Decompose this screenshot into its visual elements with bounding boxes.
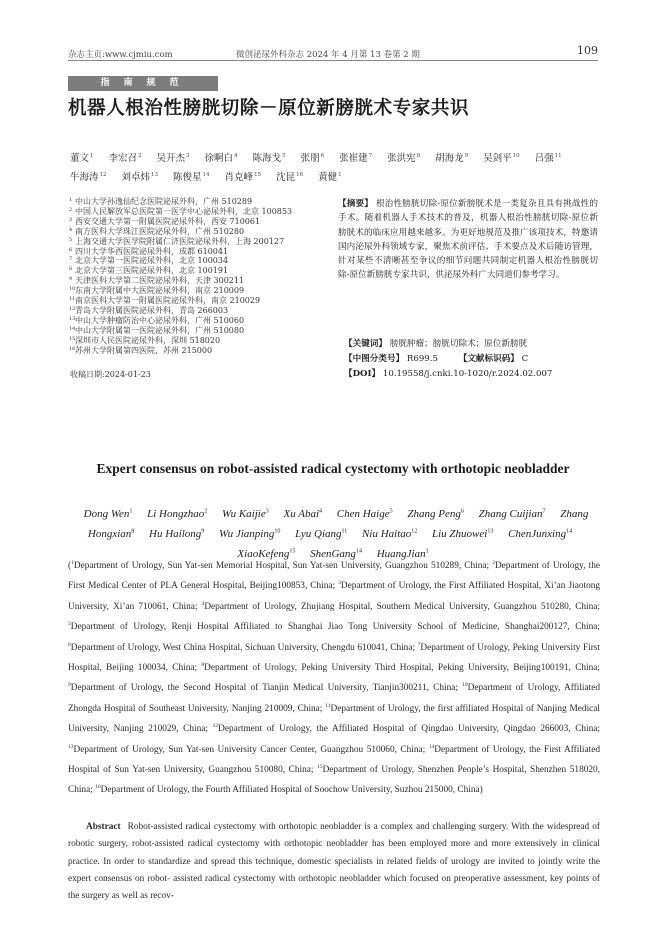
affiliation-en-sup: 4 (201, 600, 205, 607)
affiliation-cn-text: 北京大学第一医院泌尿外科，北京 100034 (75, 256, 229, 266)
affiliation-en-text: Department of Urology, Peking University Third Hospital, Peking University, Beijing100191, China; (204, 663, 600, 674)
affiliation-cn-sup: 1 (69, 197, 73, 203)
affiliation-cn (70, 256, 302, 266)
affiliation-cn-sup: 16 (69, 345, 76, 352)
affiliation-cn-text: 南京医科大学第一附属医院泌尿外科，南京 210029 (75, 296, 261, 306)
affiliation-cn-text: 中山大学附属第一医院泌尿外科，广州 510080 (75, 325, 245, 335)
author-en-sup: 12 (411, 528, 418, 535)
author-en-name: Chen Haige (336, 507, 390, 520)
page-number: 109 (577, 44, 598, 57)
author-cn-sup: 1 (338, 172, 342, 179)
affiliation-cn (70, 296, 302, 306)
author-cn-name: 吕强 (534, 153, 554, 165)
author-cn (318, 167, 342, 186)
author-cn-sup: 4 (234, 153, 238, 159)
author-en (283, 508, 322, 520)
author-en-sup: 6 (460, 508, 464, 514)
affiliation-en-sup: 11 (325, 702, 331, 709)
author-en (407, 508, 463, 520)
author-cn-sup: 1 (90, 153, 94, 159)
affiliation-cn-sup: 9 (69, 276, 73, 283)
doi-value[interactable]: 10.19558/j.cnki.10-1020/r.2024.02.007 (382, 369, 553, 379)
author-cn (253, 148, 286, 167)
author-list-cn (70, 148, 602, 186)
abstract-cn-text: 根治性膀胱切除-原位新膀胱术是一类复杂且具有挑战性的手术。随着机器人手术技术的普及，机器人根治性膀胱切除-原位新膀胱术的临床应用越来越多。为更好地规范及推广该项技术，特邀请国内泌尿外科领域专家，聚焦术前评估、手术要点及术后随访管理，针对某些不清晰甚至争议的细节问题共同制定机器人根治性膀胱切除-原位新膀胱专家共识，供泌尿外科广大同道们参考学习。 (338, 199, 598, 281)
author-cn-name: 陈海戈 (252, 153, 282, 165)
journal-issue: 微创泌尿外科杂志 2024 年 4 月第 13 卷第 2 期 (236, 50, 420, 60)
author-cn-sup: 2 (138, 153, 142, 159)
affiliation-cn-text: 青岛大学附属医院泌尿外科，青岛 266003 (75, 305, 229, 315)
author-cn-name: 吴开杰 (156, 153, 186, 165)
author-cn-sup: 15 (254, 172, 262, 179)
affiliation-cn-text: 上海交通大学医学院附属仁济医院泌尿外科，上海 200127 (75, 236, 285, 246)
author-cn (276, 167, 303, 186)
affiliation-list-en: ($^1$Department of Urology, Sun Yat-sen Memorial Hospital, Sun Yat-sen University, Guangzhou 510289, China; $^2$Department of Urology, the First Medical Center of PLA General Hospital, Beijing100853, China; $^3$Department of Urology, the First Affiliated Hospital, Xi’an Jiaotong University, Xi’an 710061, China; $^4$Department of Urology, Zhujiang Hospital, Southern Medical University, Guangzhou 510280, China; $^5$Department of Urology, Renji Hospital Affiliated to Shanghai Jiao Tong University School of Medicine, Shanghai200127, China; $^6$Department of Urology, West China Hospital, Sichuan University, Chengdu 610041, China; $^7$Department of Urology, Peking University First Hospital, Beijing 100034, China; $^8$Department of Urology, Peking University Third Hospital, Peking University, Beijing100191, China; $^9$Department of Urology, the Second Hospital of Tianjin Medical University, Tianjin300211, China; $^{10}$Department of Urology, Affiliated Zhongda Hospital of Southeast University, Nanjing 210009, China; $^{11}$Department of Urology, the first affiliated Hospital of Nanjing Medical University, Nanjing 210029, China; $^{12}$Department of Urology, the Affiliated Hospital of Qingdao University, Qingdao 266003, China; $^{13}$Department of Urology, Sun Yat-sen University Cancer Center, Guangzhou 510060, China; $^{14}$Department of Urology, the First Affiliated Hospital of Sun Yat-sen University, Guangzhou 510080, China; $^{15}$Department of Urology, Shenzhen People’s Hospital, Shenzhen 518020, China; $^{16}$Department of Urology, the Fourth Affiliated Hospital of Soochow University, Suzhou 215000, China) (68, 560, 601, 796)
affiliation-cn-text: 中山大学肿瘤防治中心泌尿外科，广州 510060 (75, 315, 245, 325)
author-cn-sup: 14 (202, 172, 210, 179)
affiliation-en (68, 683, 458, 693)
affiliation-cn (70, 247, 302, 257)
affiliation-cn-sup: 7 (69, 256, 73, 263)
author-cn-name: 吴剑平 (483, 153, 512, 165)
author-en (222, 508, 269, 520)
author-cn-sup: 7 (368, 153, 373, 159)
affiliation-cn (70, 197, 302, 207)
abstract-cn-label: 【摘要】 (338, 199, 374, 209)
affiliation-list-cn (70, 197, 302, 356)
author-cn (173, 167, 210, 186)
affiliation-en-sup: 3 (338, 580, 341, 587)
author-en (508, 528, 572, 540)
affiliation-en (68, 745, 425, 755)
author-cn-name: 胡海龙 (435, 153, 464, 165)
author-cn-sup: 9 (464, 153, 469, 159)
author-en (84, 508, 133, 520)
author-cn-sup: 3 (186, 153, 190, 159)
doi-label: 【DOI】 (344, 369, 381, 379)
author-cn-sup: 12 (99, 172, 107, 179)
author-en-name: Liu Zhuowei (432, 527, 488, 540)
affiliation-cn-sup: 4 (69, 226, 73, 233)
affiliation-en (68, 622, 600, 632)
author-en-sup: 1 (425, 548, 429, 555)
affiliation-en-text: Department of Urology, the First Affiliated Hospital, Xi’an Jiaotong University, Xi’an 710061, China; (68, 581, 601, 612)
classification-line (344, 352, 528, 364)
author-en-name: ShenGang (310, 548, 356, 561)
author-en (432, 528, 493, 540)
author-en-name: ChenJunxing (508, 527, 567, 540)
affiliation-en-sup: 10 (462, 682, 468, 689)
author-en (295, 528, 347, 540)
author-cn-name: 刘卓炜 (121, 172, 151, 184)
author-cn-sup: 8 (416, 153, 421, 159)
affiliation-cn-sup: 3 (69, 216, 73, 223)
author-cn (122, 167, 159, 186)
author-cn (483, 148, 520, 167)
affiliation-cn-text: 深圳市人民医院泌尿外科，深圳 518020 (75, 335, 221, 345)
author-cn-name: 肖克峰 (224, 172, 254, 184)
author-cn-name: 张洪宪 (387, 153, 416, 165)
keywords-line (344, 337, 527, 349)
abstract-en-label: Abstract (86, 822, 121, 832)
affiliation-en (68, 643, 415, 653)
affiliation-cn-sup: 8 (69, 266, 73, 273)
author-en-name: XiaoKefeng (237, 548, 290, 561)
affiliation-en-text: Department of Urology, Shenzhen People’s Hospital, Shenzhen 518020, China; (68, 765, 600, 796)
affiliation-cn-text: 天津医科大学第二医院泌尿外科，天津 300211 (75, 276, 245, 286)
author-en-sup: 9 (201, 528, 205, 535)
author-en (149, 528, 204, 540)
affiliation-en (95, 785, 483, 795)
author-cn-name: 李宏召 (108, 153, 138, 165)
author-cn-name: 徐啊白 (204, 153, 234, 165)
author-cn (70, 167, 107, 186)
affiliation-cn-text: 西安交通大学第一附属医院泌尿外科，西安 710061 (75, 216, 261, 226)
header-rule (68, 60, 598, 61)
author-en-name: Dong Wen (83, 507, 130, 520)
affiliation-cn (70, 326, 302, 336)
author-en-sup: 7 (542, 508, 546, 514)
affiliation-cn-sup: 5 (69, 236, 73, 243)
author-en-sup: 14 (355, 548, 362, 555)
article-title-en: Expert consensus on robot-assisted radical cystectomy with orthotopic neobladder (96, 461, 570, 476)
author-en (147, 508, 207, 520)
affiliation-en-sup: 14 (428, 743, 435, 750)
affiliation-cn-sup: 12 (69, 305, 76, 312)
affiliation-en (213, 724, 600, 734)
affiliation-en-text: Department of Urology, the Affiliated Hospital of Qingdao University, Qingdao 266003, China; (218, 724, 601, 735)
affiliation-en-text: Department of Urology, the First Medical Center of PLA General Hospital, Beijing100853, China; (68, 561, 601, 592)
affiliation-en-text: Department of Urology, Sun Yat-sen Memorial Hospital, Sun Yat-sen University, Guangzhou 510289, China; (73, 561, 490, 572)
author-cn-sup: 6 (320, 153, 325, 159)
author-cn-name: 陈俊星 (173, 172, 202, 184)
affiliation-cn (70, 266, 302, 276)
affiliation-cn-text: 东南大学附属中大医院泌尿外科，南京 210009 (75, 286, 245, 296)
affiliation-en-text: Department of Urology, West China Hospital, Sichuan University, Chengdu 610041, China; (70, 642, 416, 653)
affiliation-en (202, 602, 600, 612)
author-en-sup: 8 (131, 528, 135, 535)
affiliation-cn-sup: 13 (69, 315, 76, 322)
keywords-text: 膀胱肿瘤；膀胱切除术；原位新膀胱 (389, 339, 528, 349)
author-en (219, 528, 280, 540)
affiliation-cn-text: 中山大学孙逸仙纪念医院泌尿外科，广州 510289 (75, 197, 253, 206)
affiliation-cn (70, 276, 302, 286)
affiliation-en-sup: 6 (68, 641, 71, 648)
author-en-sup: 3 (265, 508, 269, 514)
author-cn (225, 167, 262, 186)
author-en-sup: 4 (319, 508, 323, 514)
doc-code-value: C (521, 354, 529, 364)
affiliation-en-sup: 5 (68, 621, 71, 628)
author-cn (157, 148, 190, 167)
affiliation-en-text: Department of Urology, Peking University First Hospital, Beijing 100034, China; (68, 642, 600, 674)
affiliation-en-text: Department of Urology, Affiliated Zhongda Hospital of Southeast University, Nanjing 210009, China; (68, 683, 600, 714)
affiliation-en (201, 663, 600, 673)
journal-website[interactable]: 杂志主页:www.cjmiu.com (68, 50, 173, 60)
section-badge: 指南规范 (68, 76, 218, 91)
author-cn-name: 黄健 (318, 172, 338, 184)
author-cn-sup: 5 (282, 153, 286, 159)
author-en-sup: 11 (341, 528, 348, 535)
author-cn-sup: 16 (296, 172, 304, 179)
author-en (479, 508, 546, 520)
doi-line (344, 367, 552, 379)
affiliation-cn-sup: 15 (69, 335, 76, 342)
author-en-name: Hu Hailong (149, 527, 202, 540)
affiliation-cn (70, 286, 302, 296)
author-en-name: Wu Kaijie (222, 507, 266, 520)
author-en-sup: 15 (289, 548, 296, 555)
received-date: 收稿日期:2024-01-23 (70, 369, 151, 379)
author-cn-name: 牛海涛 (70, 172, 99, 184)
author-en-name: Lyu Qiang (295, 527, 342, 540)
affiliation-en-text: Department of Urology, the first affiliated Hospital of Nanjing Medical University, Nanjing 210029, China; (68, 703, 600, 735)
affiliation-en-text: Department of Urology, Zhujiang Hospital, Southern Medical University, Guangzhou 510280, China; (204, 601, 600, 612)
author-en-sup: 2 (204, 508, 208, 514)
author-cn (535, 148, 562, 167)
author-cn-name: 沈昆 (276, 172, 296, 184)
affiliation-en-sup: 16 (95, 784, 101, 791)
author-en-name: Zhang Hongxian (87, 507, 589, 540)
affiliation-en (71, 561, 489, 571)
affiliation-cn-text: 北京大学第三医院泌尿外科，北京 100191 (75, 266, 229, 276)
affiliation-cn-sup: 11 (69, 296, 76, 303)
author-en (362, 528, 417, 540)
affiliation-cn (70, 336, 302, 346)
doc-code-label: 【文献标识码】 (458, 354, 519, 364)
author-cn (387, 148, 420, 167)
affiliation-cn-text: 南方医科大学珠江医院泌尿外科，广州 510280 (75, 226, 245, 236)
affiliation-column-cn (70, 197, 302, 379)
affiliation-en-text: Department of Urology, Renji Hospital Affiliated to Shanghai Jiao Tong University School of Medicine, Shanghai200127, China; (70, 622, 600, 633)
abstract-en (68, 819, 600, 905)
author-en-sup: 14 (566, 528, 573, 535)
affiliation-cn (70, 346, 302, 356)
author-en-name: HuangJian (376, 548, 426, 561)
abstract-en-text: Robot-assisted radical cystectomy with orthotopic neobladder is a complex and challenging surgery. With the widespread of robotic surgery, robot-assisted radical cystectomy with orthotopic neobladder has been employed more and more extensively in clinical practice. In order to standardize and spread this technique, domestic specialists in related fields of urology are invited to jointly write the expert consensus on robot- assisted radical cystectomy with orthotopic neobladder which focused on preoperative assessment, key points of the surgery as well as recov- (68, 822, 600, 902)
affiliation-en-text: Department of Urology, Sun Yat-sen University Cancer Center, Guangzhou 510060, China; (73, 744, 426, 755)
affiliation-en-sup: 2 (492, 560, 495, 566)
author-en-name: Wu Jianping (219, 527, 275, 540)
affiliation-en-sup: 13 (68, 743, 74, 750)
affiliation-cn (70, 207, 302, 217)
author-cn-sup: 10 (512, 153, 520, 159)
clc-value: R699.5 (406, 354, 438, 364)
affiliation-cn-text: 苏州大学附属第四医院，苏州 215000 (75, 345, 213, 355)
author-en-name: Zhang Cuijian (478, 507, 543, 520)
affiliation-en-sup: 15 (317, 763, 323, 770)
author-cn (339, 148, 372, 167)
affiliation-en-sup: 9 (68, 682, 71, 689)
affiliation-cn (70, 306, 302, 316)
author-en-sup: 10 (274, 528, 281, 535)
affiliation-cn-text: 中国人民解放军总医院第一医学中心泌尿外科，北京 100853 (75, 206, 293, 216)
author-cn (205, 148, 238, 167)
affiliation-en-sup: 12 (212, 723, 219, 730)
affiliation-cn (70, 227, 302, 237)
author-cn-sup: 11 (554, 153, 562, 159)
affiliation-en-text: Department of Urology, the Second Hospital of Tianjin Medical University, Tianjin300211, China; (70, 683, 458, 694)
keywords-label: 【关键词】 (344, 339, 387, 349)
author-cn-name: 董文 (70, 153, 90, 165)
author-en-sup: 5 (389, 508, 393, 514)
author-cn (301, 148, 325, 167)
author-cn (435, 148, 468, 167)
abstract-cn (338, 197, 598, 283)
affiliation-en-sup: 7 (417, 641, 421, 648)
affiliation-en-sup: 1 (71, 560, 74, 566)
affiliation-en-sup: 8 (201, 661, 205, 668)
affiliation-cn-text: 四川大学华西医院泌尿外科，成都 610041 (75, 246, 229, 256)
article-title: 机器人根治性膀胱切除－原位新膀胱术专家共识 (68, 98, 470, 119)
author-en-sup: 13 (487, 528, 494, 535)
author-cn (70, 148, 94, 167)
affiliation-cn (70, 316, 302, 326)
author-cn (109, 148, 142, 167)
author-cn-name: 张朋 (300, 153, 320, 165)
affiliation-cn (70, 217, 302, 227)
affiliation-cn-sup: 2 (69, 206, 73, 213)
affiliation-en-text: Department of Urology, the First Affiliated Hospital of Sun Yat-sen University, Guangzhou 510080, China; (68, 744, 600, 775)
affiliation-cn-sup: 14 (69, 325, 76, 332)
author-cn-name: 张崔建 (339, 153, 368, 165)
author-en-sup: 1 (129, 508, 133, 514)
affiliation-cn (70, 237, 302, 247)
author-en-name: Li Hongzhao (147, 507, 205, 520)
author-cn-sup: 13 (151, 172, 159, 179)
author-en-name: Xu Abai (283, 507, 320, 520)
affiliation-cn-sup: 6 (69, 246, 73, 253)
author-en (337, 508, 393, 520)
author-en-name: Niu Haitao (362, 527, 412, 540)
author-en-name: Zhang Peng (407, 507, 461, 520)
affiliation-cn-sup: 10 (69, 286, 76, 293)
affiliation-en-text: Department of Urology, the Fourth Affiliated Hospital of Soochow University, Suzhou 215000, China) (100, 785, 483, 796)
clc-label: 【中图分类号】 (344, 354, 405, 364)
